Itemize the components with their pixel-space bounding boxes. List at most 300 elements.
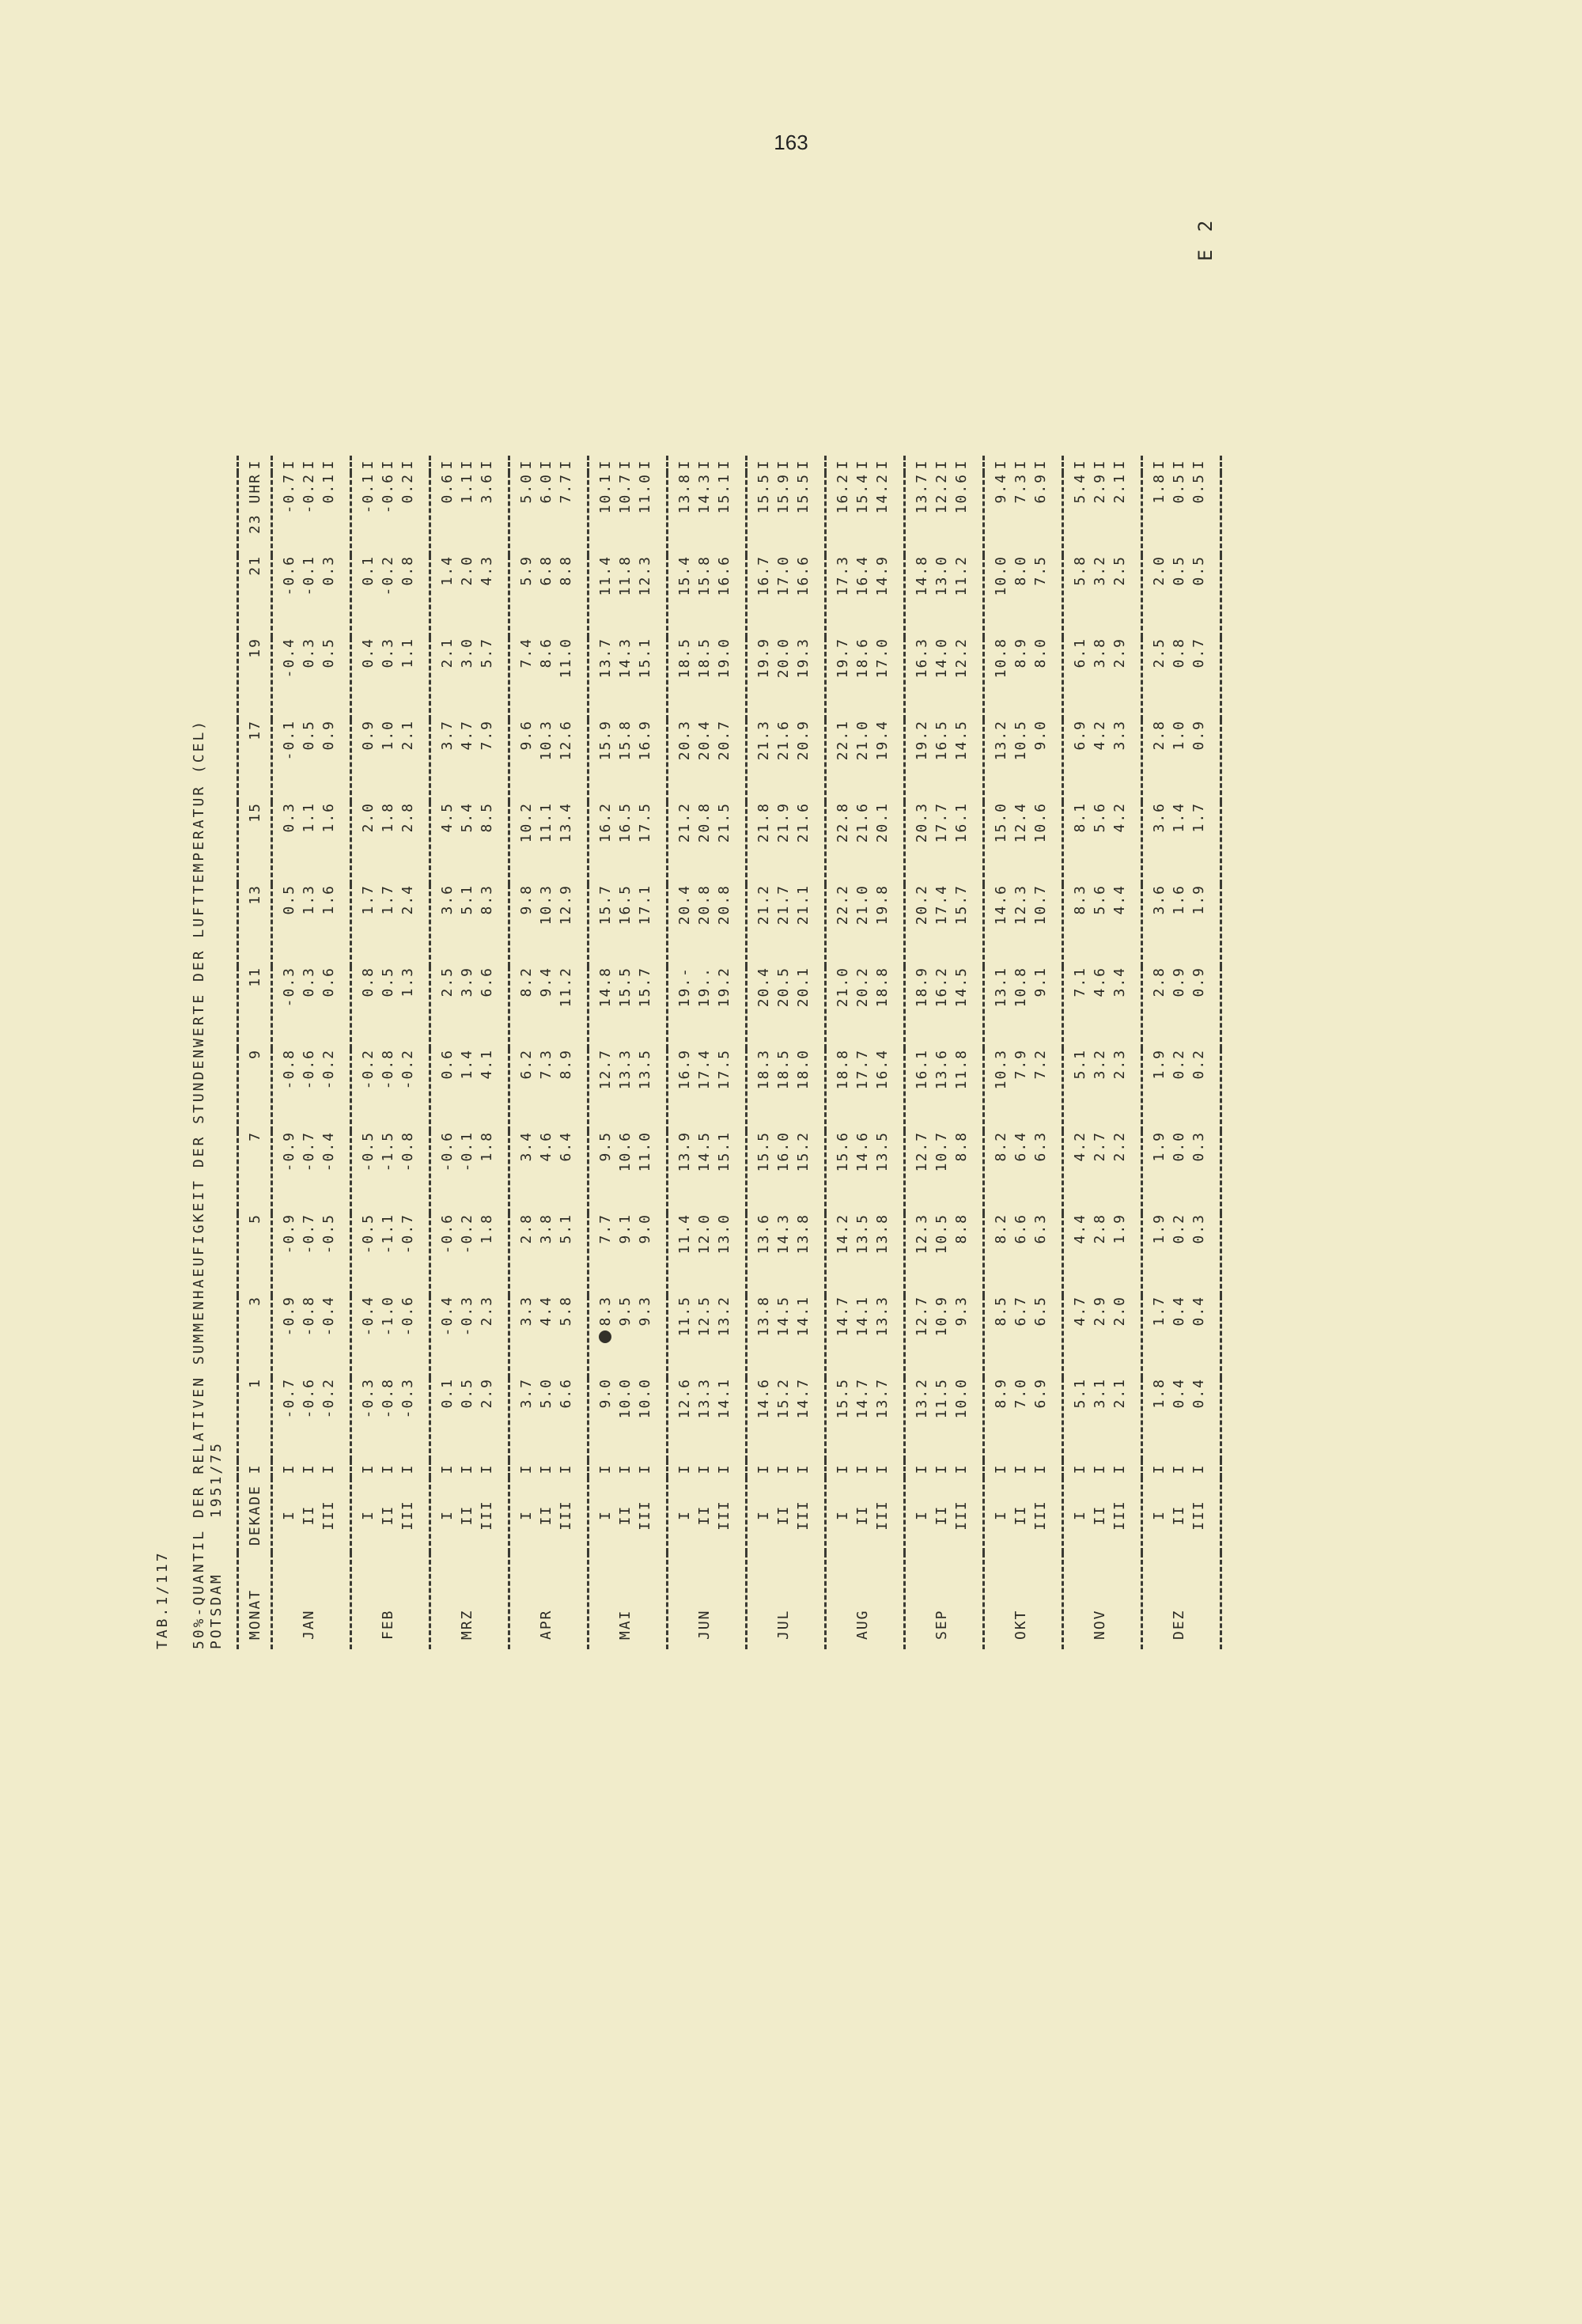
temperature-value-cell: 0.4 [1190, 1378, 1207, 1409]
dekade-label: III [1190, 1500, 1207, 1531]
column-separator: I [953, 1463, 970, 1474]
month-label [517, 1553, 536, 1649]
dekade-label: II [696, 1505, 713, 1526]
temperature-value-cell: 0.4 [360, 638, 377, 668]
temperature-value-cell: 8.1 [1072, 802, 1088, 833]
column-separator: I [399, 1463, 416, 1474]
dekade-label: III [479, 1500, 495, 1531]
temperature-value-cell: -0.6 [439, 1131, 456, 1172]
dekade-label: III [558, 1500, 574, 1531]
table-row [299, 456, 319, 1649]
table-row [1090, 456, 1110, 1649]
column-separator: I [1171, 1463, 1187, 1474]
temperature-value-cell: 14.8 [914, 555, 930, 596]
temperature-value-cell: 16.9 [637, 720, 653, 761]
table-row [477, 456, 497, 1649]
month-label [912, 1553, 932, 1649]
dekade-label: II [1012, 1505, 1029, 1526]
dekade-label: II [617, 1505, 634, 1526]
temperature-value-cell: 19.. [696, 967, 713, 1008]
dekade-label: I [1072, 1510, 1088, 1520]
temperature-value-cell: 15.1 [716, 473, 732, 514]
temperature-value-cell: 10.8 [1012, 967, 1029, 1008]
column-separator: I [993, 1463, 1009, 1474]
column-separator: I [1032, 459, 1049, 470]
month-label [1031, 1553, 1050, 1649]
month-label [1189, 1553, 1209, 1649]
column-separator: I [459, 1463, 475, 1474]
month-label [437, 1553, 457, 1649]
temperature-value-cell: 6.6 [558, 1378, 574, 1409]
table-row [635, 456, 655, 1649]
temperature-value-cell: 19.4 [874, 720, 891, 761]
column-separator: I [1012, 1463, 1029, 1474]
temperature-value-cell: 8.2 [518, 967, 535, 997]
column-separator: I [597, 459, 614, 470]
column-separator: I [281, 459, 297, 470]
temperature-value-cell: 7.9 [1012, 1049, 1029, 1080]
station-period: POTSDAM 1951/75 [208, 1441, 225, 1649]
temperature-value-cell: 14.1 [716, 1378, 732, 1419]
temperature-value-cell: 12.6 [676, 1378, 693, 1419]
temperature-value-cell: 3.3 [1111, 720, 1128, 751]
temperature-value-cell: 16.2 [933, 967, 950, 1008]
temperature-value-cell: -0.8 [380, 1049, 396, 1090]
table-row [517, 456, 536, 1649]
column-header-hour: 9 [238, 1049, 272, 1131]
month-divider [971, 456, 984, 1649]
temperature-value-cell: 21.5 [716, 802, 732, 843]
temperature-value-cell: 0.8 [360, 967, 377, 997]
temperature-value-cell: 10.2 [518, 802, 535, 843]
column-separator: I [696, 459, 713, 470]
temperature-value-cell: 0.4 [1171, 1296, 1187, 1327]
table-row [437, 456, 457, 1649]
temperature-value-cell: 13.8 [795, 1213, 812, 1255]
temperature-value-cell: 10.6 [617, 1131, 634, 1172]
column-header-row [238, 456, 272, 1649]
temperature-value-cell: 21.7 [775, 884, 792, 925]
temperature-value-cell: 17.7 [933, 802, 950, 843]
temperature-value-cell: 3.2 [1092, 1049, 1108, 1080]
temperature-value-cell: 3.6 [479, 473, 495, 504]
temperature-value-cell: 7.9 [479, 720, 495, 751]
temperature-value-cell: 2.5 [1151, 638, 1168, 668]
temperature-value-cell: 20.4 [755, 967, 772, 1008]
temperature-value-cell: 16.2 [835, 473, 851, 514]
month-label: MRZ [459, 1609, 475, 1640]
dekade-label: I [360, 1510, 377, 1520]
table-row [675, 456, 694, 1649]
column-separator: I [755, 1463, 772, 1474]
table-row [556, 456, 576, 1649]
temperature-value-cell: 14.9 [874, 555, 891, 596]
table-row [774, 456, 793, 1649]
dekade-label: III [637, 1500, 653, 1531]
temperature-value-cell: 9.3 [637, 1296, 653, 1327]
temperature-value-cell: 17.0 [775, 555, 792, 596]
temperature-value-cell: 1.9 [1190, 884, 1207, 915]
temperature-value-cell: 0.3 [301, 967, 317, 997]
temperature-value-cell: 8.8 [558, 555, 574, 586]
table-row [319, 456, 339, 1649]
temperature-value-cell: 9.3 [953, 1296, 970, 1327]
dekade-label: III [716, 1500, 732, 1531]
table-row [694, 456, 714, 1649]
month-label [1110, 1553, 1130, 1649]
temperature-value-cell: 10.3 [538, 720, 554, 761]
temperature-value-cell: 11.0 [637, 473, 653, 514]
temperature-value-cell: 1.9 [1151, 1213, 1168, 1244]
temperature-value-cell: 5.6 [1092, 884, 1108, 915]
temperature-value-cell: 0.4 [1171, 1378, 1187, 1409]
temperature-value-cell: 17.5 [716, 1049, 732, 1090]
temperature-value-cell: 10.5 [933, 1213, 950, 1255]
month-label [556, 1553, 576, 1649]
temperature-value-cell: 16.6 [795, 555, 812, 596]
temperature-value-cell: 15.5 [835, 1378, 851, 1419]
column-separator: I [281, 1463, 297, 1474]
temperature-value-cell: 17.1 [637, 884, 653, 925]
temperature-value-cell: 16.3 [914, 638, 930, 679]
column-separator: I [439, 1463, 456, 1474]
temperature-value-cell: 14.8 [597, 967, 614, 1008]
month-divider [892, 456, 905, 1649]
dekade-label: III [795, 1500, 812, 1531]
temperature-value-cell: -0.6 [301, 1378, 317, 1419]
temperature-value-cell: 0.3 [1190, 1213, 1207, 1244]
temperature-value-cell: 15.9 [775, 473, 792, 514]
month-label [279, 1553, 299, 1649]
column-separator: I [1012, 459, 1029, 470]
column-separator: I [835, 1463, 851, 1474]
month-label: APR [538, 1609, 554, 1640]
page-number: 163 [774, 131, 808, 154]
temperature-value-cell: 7.4 [518, 638, 535, 668]
month-label: DEZ [1171, 1609, 1187, 1640]
temperature-value-cell: 0.9 [320, 720, 337, 751]
month-label [754, 1553, 774, 1649]
temperature-value-cell: 8.0 [1012, 555, 1029, 586]
temperature-value-cell: 11.4 [676, 1213, 693, 1255]
temperature-value-cell: 18.9 [914, 967, 930, 1008]
month-divider [1130, 456, 1142, 1649]
temperature-value-cell: -0.5 [360, 1131, 377, 1172]
column-separator: I [1072, 459, 1088, 470]
temperature-value-cell: 16.9 [676, 1049, 693, 1090]
month-label [596, 1553, 615, 1649]
temperature-value-cell: 0.5 [380, 967, 396, 997]
temperature-value-cell: 10.5 [1012, 720, 1029, 761]
temperature-value-cell: 1.8 [1151, 473, 1168, 504]
temperature-value-cell: 9.4 [538, 967, 554, 997]
table-row [615, 456, 635, 1649]
temperature-value-cell: 8.3 [479, 884, 495, 915]
temperature-value-cell: 6.5 [1032, 1296, 1049, 1327]
temperature-value-cell: 2.2 [1111, 1131, 1128, 1162]
table-row [932, 456, 952, 1649]
column-separator: I [854, 1463, 871, 1474]
temperature-value-cell: 0.5 [459, 1378, 475, 1409]
temperature-value-cell: 4.4 [1111, 884, 1128, 915]
temperature-value-cell: 2.3 [479, 1296, 495, 1327]
column-separator: I [676, 459, 693, 470]
temperature-value-cell: 13.3 [696, 1378, 713, 1419]
column-header-hour: 21 [238, 555, 272, 638]
temperature-value-cell: 12.5 [696, 1296, 713, 1337]
column-separator: I [479, 459, 495, 470]
temperature-value-cell: 10.3 [538, 884, 554, 925]
temperature-value-cell: 4.2 [1092, 720, 1108, 751]
column-separator: I [1092, 1463, 1108, 1474]
temperature-value-cell: 3.9 [459, 967, 475, 997]
temperature-value-cell: 17.4 [933, 884, 950, 925]
temperature-value-cell: 12.3 [637, 555, 653, 596]
column-separator: I [854, 459, 871, 470]
temperature-value-cell: 15.8 [696, 555, 713, 596]
column-separator: I [1111, 1463, 1128, 1474]
column-separator: I [637, 1463, 653, 1474]
table-title: 50%-QUANTIL DER RELATIVEN SUMMENHAEUFIGKEIT DER STUNDENWERTE DER LUFTTEMPERATUR (CEL) [191, 718, 207, 1649]
column-separator: I [676, 1463, 693, 1474]
column-header-hour: 17 [238, 720, 272, 802]
dekade-label: I [993, 1510, 1009, 1520]
temperature-value-cell: 3.6 [1151, 884, 1168, 915]
table-row [536, 456, 556, 1649]
temperature-value-cell: 1.4 [459, 1049, 475, 1080]
temperature-value-cell: 16.2 [597, 802, 614, 843]
dekade-label: I [755, 1510, 772, 1520]
dekade-label: II [1092, 1505, 1108, 1526]
temperature-value-cell: 19.7 [835, 638, 851, 679]
temperature-value-cell: 20.8 [716, 884, 732, 925]
temperature-value-cell: -0.2 [380, 555, 396, 596]
temperature-value-cell: 7.5 [1032, 555, 1049, 586]
temperature-value-cell: 12.7 [914, 1131, 930, 1172]
column-separator: I [1092, 459, 1108, 470]
table-row [872, 456, 892, 1649]
temperature-value-cell: 0.3 [320, 555, 337, 586]
temperature-value-cell: 1.9 [1151, 1131, 1168, 1162]
temperature-value-cell: 0.6 [439, 473, 456, 504]
column-separator: I [795, 459, 812, 470]
temperature-value-cell: 15.0 [993, 802, 1009, 843]
temperature-value-cell: 1.6 [320, 802, 337, 833]
temperature-value-cell: 1.7 [380, 884, 396, 915]
temperature-value-cell: 0.5 [301, 720, 317, 751]
temperature-value-cell: 6.7 [1012, 1296, 1029, 1327]
temperature-value-cell: 1.0 [380, 720, 396, 751]
temperature-value-cell: -1.0 [380, 1296, 396, 1337]
temperature-value-cell: 21.2 [755, 884, 772, 925]
temperature-value-cell: 13.0 [716, 1213, 732, 1255]
temperature-value-cell: 11.8 [617, 555, 634, 596]
column-header-hour: 5 [238, 1213, 272, 1296]
temperature-value-cell: 14.6 [993, 884, 1009, 925]
temperature-value-cell: -1.1 [380, 1213, 396, 1255]
temperature-value-cell: -0.8 [399, 1131, 416, 1172]
temperature-value-cell: 8.9 [993, 1378, 1009, 1409]
temperature-value-cell: 15.2 [775, 1378, 792, 1419]
temperature-value-cell: 13.2 [716, 1296, 732, 1337]
temperature-value-cell: 0.8 [399, 555, 416, 586]
temperature-value-cell: 12.2 [933, 473, 950, 514]
dekade-label: I [281, 1510, 297, 1520]
month-divider [813, 456, 826, 1649]
column-header-hour: 3 [238, 1296, 272, 1378]
temperature-value-cell: -0.4 [320, 1296, 337, 1337]
temperature-value-cell: 13.6 [755, 1213, 772, 1255]
temperature-value-cell: 1.7 [1190, 802, 1207, 833]
temperature-value-cell: 16.4 [854, 555, 871, 596]
temperature-value-cell: 1.7 [360, 884, 377, 915]
temperature-value-cell: 20.4 [696, 720, 713, 761]
temperature-value-cell: 21.1 [795, 884, 812, 925]
temperature-value-cell: 19.- [676, 967, 693, 1008]
temperature-value-cell: 7.1 [1072, 967, 1088, 997]
column-separator: I [775, 1463, 792, 1474]
temperature-value-cell: 16.1 [953, 802, 970, 843]
month-label [991, 1553, 1011, 1649]
temperature-value-cell: 0.6 [439, 1049, 456, 1080]
column-header-hour: 7 [238, 1131, 272, 1213]
temperature-value-cell: -0.1 [459, 1131, 475, 1172]
month-label [1070, 1553, 1090, 1649]
month-divider [418, 456, 430, 1649]
table-row [378, 456, 398, 1649]
temperature-value-cell: -0.5 [360, 1213, 377, 1255]
month-label: FEB [380, 1609, 396, 1640]
temperature-value-cell: 19.2 [716, 967, 732, 1008]
temperature-value-cell: 0.7 [1190, 638, 1207, 668]
temperature-value-cell: 0.5 [281, 884, 297, 915]
temperature-value-cell: 6.1 [1072, 638, 1088, 668]
temperature-value-cell: 5.1 [1072, 1049, 1088, 1080]
temperature-value-cell: 20.3 [914, 802, 930, 843]
dekade-label: II [459, 1505, 475, 1526]
temperature-value-cell: -0.2 [301, 473, 317, 514]
column-header-hour: 1 [238, 1378, 272, 1460]
temperature-value-cell: 13.4 [558, 802, 574, 843]
temperature-value-cell: 14.5 [953, 720, 970, 761]
column-separator: I [597, 1463, 614, 1474]
column-separator: I [696, 1463, 713, 1474]
temperature-value-cell: 1.0 [1171, 720, 1187, 751]
temperature-value-cell: 3.4 [518, 1131, 535, 1162]
column-separator: I [1151, 459, 1168, 470]
table-row [1189, 456, 1209, 1649]
table-row [1070, 456, 1090, 1649]
temperature-value-cell: 13.7 [597, 638, 614, 679]
temperature-value-cell: 9.5 [597, 1131, 614, 1162]
table-row [1169, 456, 1189, 1649]
temperature-value-cell: 14.5 [775, 1296, 792, 1337]
temperature-value-cell: 18.8 [835, 1049, 851, 1090]
temperature-value-cell: 20.2 [914, 884, 930, 925]
dekade-label: I [914, 1510, 930, 1520]
temperature-value-cell: 5.7 [479, 638, 495, 668]
temperature-value-cell: 3.6 [1151, 802, 1168, 833]
temperature-value-cell: 10.0 [617, 1378, 634, 1419]
temperature-value-cell: -0.6 [399, 1296, 416, 1337]
temperature-value-cell: -0.9 [281, 1296, 297, 1337]
temperature-value-cell: -0.2 [399, 1049, 416, 1090]
month-label [675, 1553, 694, 1649]
table-row [714, 456, 734, 1649]
temperature-value-cell: 6.4 [1012, 1131, 1029, 1162]
dekade-label: I [835, 1510, 851, 1520]
temperature-value-cell: -0.1 [281, 720, 297, 761]
temperature-value-cell: 21.8 [755, 802, 772, 843]
temperature-value-cell: 13.1 [993, 967, 1009, 1008]
column-separator: I [518, 1463, 535, 1474]
temperature-value-cell: 7.3 [538, 1049, 554, 1080]
temperature-value-cell: 15.5 [617, 967, 634, 1008]
temperature-value-cell: 21.0 [854, 884, 871, 925]
temperature-value-cell: 19.8 [874, 884, 891, 925]
temperature-value-cell: 16.5 [617, 802, 634, 843]
table-row [912, 456, 932, 1649]
temperature-value-cell: 20.8 [696, 884, 713, 925]
dekade-label: I [439, 1510, 456, 1520]
month-label: MAI [617, 1609, 634, 1640]
temperature-value-cell: -0.3 [399, 1378, 416, 1419]
temperature-value-cell: 3.6 [439, 884, 456, 915]
temperature-value-cell: 6.9 [1072, 720, 1088, 751]
temperature-value-cell: 8.3 [597, 1296, 614, 1327]
month-label [1149, 1553, 1169, 1649]
temperature-value-cell: 7.0 [1012, 1378, 1029, 1409]
column-separator: I [558, 1463, 574, 1474]
column-separator: I [1190, 459, 1207, 470]
temperature-value-cell: 22.8 [835, 802, 851, 843]
temperature-value-cell: 12.2 [953, 638, 970, 679]
temperature-value-cell: 9.0 [1032, 720, 1049, 751]
temperature-value-cell: 12.3 [914, 1213, 930, 1255]
temperature-value-cell: 1.8 [479, 1131, 495, 1162]
temperature-value-cell: 13.2 [993, 720, 1009, 761]
temperature-value-cell: 7.7 [558, 473, 574, 504]
temperature-value-cell: 2.9 [479, 1378, 495, 1409]
temperature-value-cell: 3.4 [1111, 967, 1128, 997]
temperature-value-cell: 19.9 [755, 638, 772, 679]
temperature-value-cell: 4.7 [459, 720, 475, 751]
temperature-value-cell: 5.9 [518, 555, 535, 586]
temperature-value-cell: 11.8 [953, 1049, 970, 1090]
column-header-hour: 11 [238, 967, 272, 1049]
month-label: JUL [775, 1609, 792, 1640]
temperature-value-cell: 21.9 [775, 802, 792, 843]
temperature-value-cell: -0.4 [439, 1296, 456, 1337]
temperature-value-cell: 2.0 [459, 555, 475, 586]
column-header-hour: 19 [238, 638, 272, 720]
temperature-value-cell: 0.4 [1190, 1296, 1207, 1327]
month-label: JAN [301, 1609, 317, 1640]
column-separator: I [360, 1463, 377, 1474]
column-separator: I [1190, 1463, 1207, 1474]
temperature-value-cell: 13.3 [617, 1049, 634, 1090]
month-label: OKT [1012, 1609, 1029, 1640]
temperature-value-cell: -0.1 [360, 473, 377, 514]
temperature-value-cell: 19.2 [914, 720, 930, 761]
temperature-value-cell: 5.8 [1072, 555, 1088, 586]
temperature-value-cell: -0.6 [439, 1213, 456, 1255]
temperature-value-cell: 1.1 [459, 473, 475, 504]
column-separator: I [360, 459, 377, 470]
month-label [635, 1553, 655, 1649]
temperature-value-cell: 18.3 [755, 1049, 772, 1090]
month-label [714, 1553, 734, 1649]
